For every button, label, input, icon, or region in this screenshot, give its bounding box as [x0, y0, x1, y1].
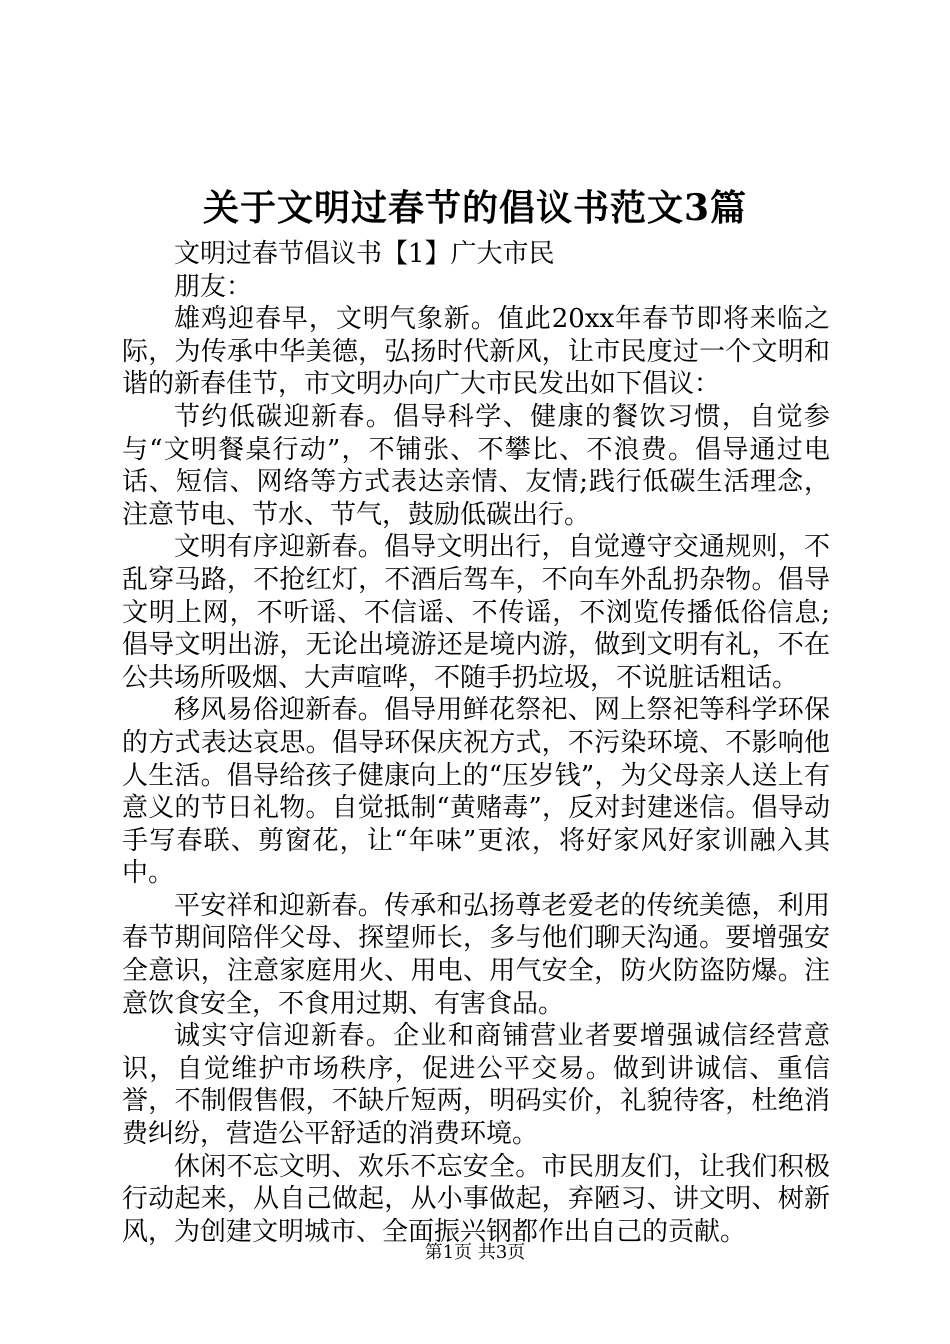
- page-number-footer: 第1页 共3页: [424, 1242, 526, 1263]
- paragraph-civilized-order: 文明有序迎新春。倡导文明出行，自觉遵守交通规则，不乱穿马路，不抢红灯，不酒后驾车，不向车外乱扔杂物。倡导文明上网，不听谣、不信谣、不传谣，不浏览传播低俗信息;倡导文明出游，无论出境游还是境内游，做到文明有礼，不在公共场所吸烟、大声喧哗，不随手扔垃圾，不说脏话粗话。: [122, 532, 830, 693]
- paragraph-customs: 移风易俗迎新春。倡导用鲜花祭祀、网上祭祀等科学环保的方式表达哀思。倡导环保庆祝方式，不污染环境、不影响他人生活。倡导给孩子健康向上的“压岁钱”，为父母亲人送上有意义的节日礼物。自觉抵制“黄赌毒”，反对封建迷信。倡导动手写春联、剪窗花，让“年味”更浓，将好家风好家训融入其中。: [122, 695, 830, 889]
- paragraph-intro: 雄鸡迎春早，文明气象新。值此20xx年春节即将来临之际，为传承中华美德，弘扬时代新风，让市民度过一个文明和谐的新春佳节，市文明办向广大市民发出如下倡议：: [122, 304, 830, 400]
- paragraph-low-carbon: 节约低碳迎新春。倡导科学、健康的餐饮习惯，自觉参与“文明餐桌行动”，不铺张、不攀比、不浪费。倡导通过电话、短信、网络等方式表达亲情、友情;践行低碳生活理念，注意节电、节水、节气，鼓励低碳出行。: [122, 401, 830, 530]
- paragraph-safety: 平安祥和迎新春。传承和弘扬尊老爱老的传统美德，利用春节期间陪伴父母、探望师长，多与他们聊天沟通。要增强安全意识，注意家庭用火、用电、用气安全，防火防盗防爆。注意饮食安全，不食用过期、有害食品。: [122, 890, 830, 1019]
- document-body: [122, 238, 830, 1248]
- document-title: 关于文明过春节的倡议书范文3篇: [202, 187, 748, 229]
- paragraph-salutation: 朋友：: [174, 271, 253, 302]
- paragraph-integrity: 诚实守信迎新春。企业和商铺营业者要增强诚信经营意识，自觉维护市场秩序，促进公平交易。做到讲诚信、重信誉，不制假售假，不缺斤短两，明码实价，礼貌待客，杜绝消费纠纷，营造公平舒适的消费环境。: [122, 1021, 830, 1150]
- paragraph-heading: 文明过春节倡议书【1】广大市民: [174, 239, 555, 269]
- paragraph-closing: 休闲不忘文明、欢乐不忘安全。市民朋友们，让我们积极行动起来，从自己做起，从小事做起，弃陋习、讲文明、树新风，为创建文明城市、全面振兴钢都作出自己的贡献。: [122, 1151, 830, 1247]
